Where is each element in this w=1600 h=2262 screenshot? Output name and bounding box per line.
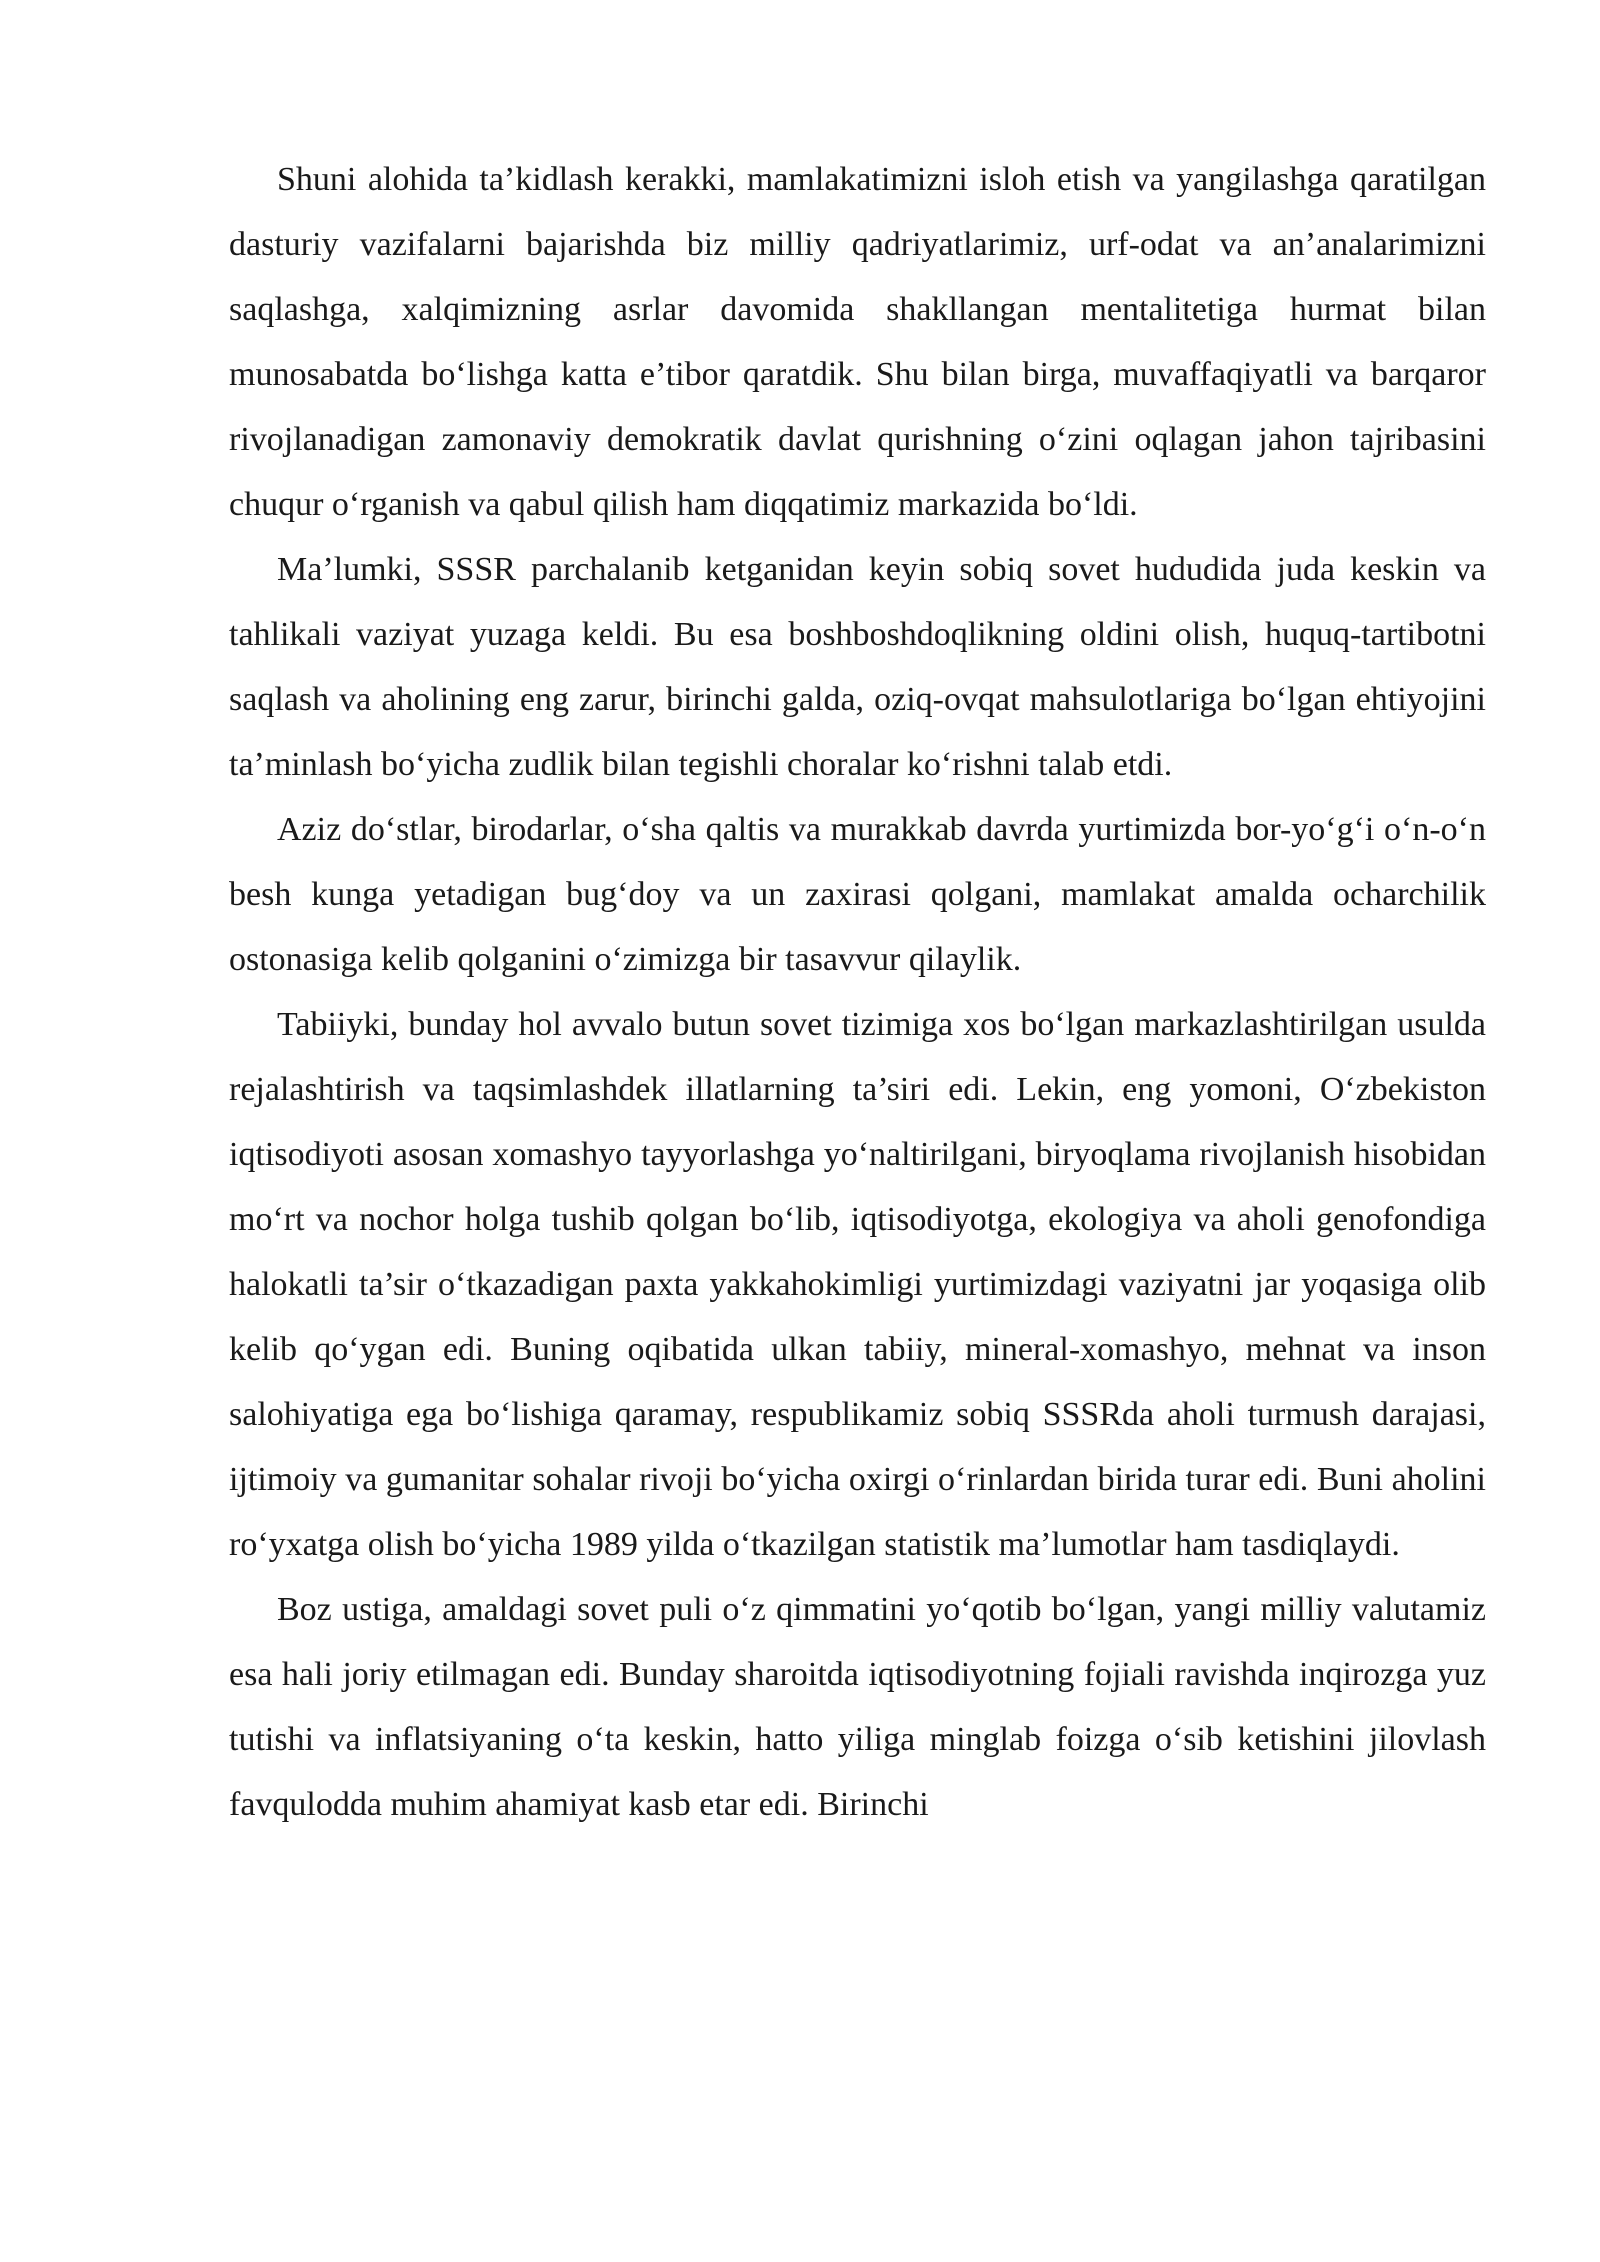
paragraph-5: Boz ustiga, amaldagi sovet puli o‘z qimmatini yo‘qotib bo‘lgan, yangi milliy valutamiz esa hali joriy etilmagan edi. Bunday sharoitda iqtisodiyotning fojiali ravishda inqirozga yuz tutishi va inflatsiyaning o‘ta keskin, hatto yiliga minglab foizga o‘sib ketishini jilovlash favqulodda muhim ahamiyat kasb etar edi. Birinchi: [229, 1591, 1486, 1823]
document-body: [229, 147, 1486, 1837]
paragraph-3: Aziz do‘stlar, birodarlar, o‘sha qaltis va murakkab davrda yurtimizda bor-yo‘g‘i o‘n-o‘n besh kunga yetadigan bug‘doy va un zaxirasi qolgani, mamlakat amalda ocharchilik ostonasiga kelib qolganini o‘zimizga bir tasavvur qilaylik.: [229, 811, 1486, 978]
paragraph-2: Ma’lumki, SSSR parchalanib ketganidan keyin sobiq sovet hududida juda keskin va tahlikali vaziyat yuzaga keldi. Bu esa boshboshdoqlikning oldini olish, huquq-tartibotni saqlash va aholining eng zarur, birinchi galda, oziq-ovqat mahsulotlariga bo‘lgan ehtiyojini ta’minlash bo‘yicha zudlik bilan tegishli choralar ko‘rishni talab etdi.: [229, 551, 1486, 783]
paragraph-1: Shuni alohida ta’kidlash kerakki, mamlakatimizni isloh etish va yangilashga qaratilgan dasturiy vazifalarni bajarishda biz milliy qadriyatlarimiz, urf-odat va an’analarimizni saqlashga, xalqimizning asrlar davomida shakllangan mentalitetiga hurmat bilan munosabatda bo‘lishga katta e’tibor qaratdik. Shu bilan birga, muvaffaqiyatli va barqaror rivojlanadigan zamonaviy demokratik davlat qurishning o‘zini oqlagan jahon tajribasini chuqur o‘rganish va qabul qilish ham diqqatimiz markazida bo‘ldi.: [229, 161, 1486, 523]
paragraph-4: Tabiiyki, bunday hol avvalo butun sovet tizimiga xos bo‘lgan markazlashtirilgan usulda rejalashtirish va taqsimlashdek illatlarning ta’siri edi. Lekin, eng yomoni, O‘zbekiston iqtisodiyoti asosan xomashyo tayyorlashga yo‘naltirilgani, biryoqlama rivojlanish hisobidan mo‘rt va nochor holga tushib qolgan bo‘lib, iqtisodiyotga, ekologiya va aholi genofondiga halokatli ta’sir o‘tkazadigan paxta yakkahokimligi yurtimizdagi vaziyatni jar yoqasiga olib kelib qo‘ygan edi. Buning oqibatida ulkan tabiiy, mineral-xomashyo, mehnat va inson salohiyatiga ega bo‘lishiga qaramay, respublikamiz sobiq SSSRda aholi turmush darajasi, ijtimoiy va gumanitar sohalar rivoji bo‘yicha oxirgi o‘rinlardan birida turar edi. Buni aholini ro‘yxatga olish bo‘yicha 1989 yilda o‘tkazilgan statistik ma’lumotlar ham tasdiqlaydi.: [229, 1006, 1486, 1563]
